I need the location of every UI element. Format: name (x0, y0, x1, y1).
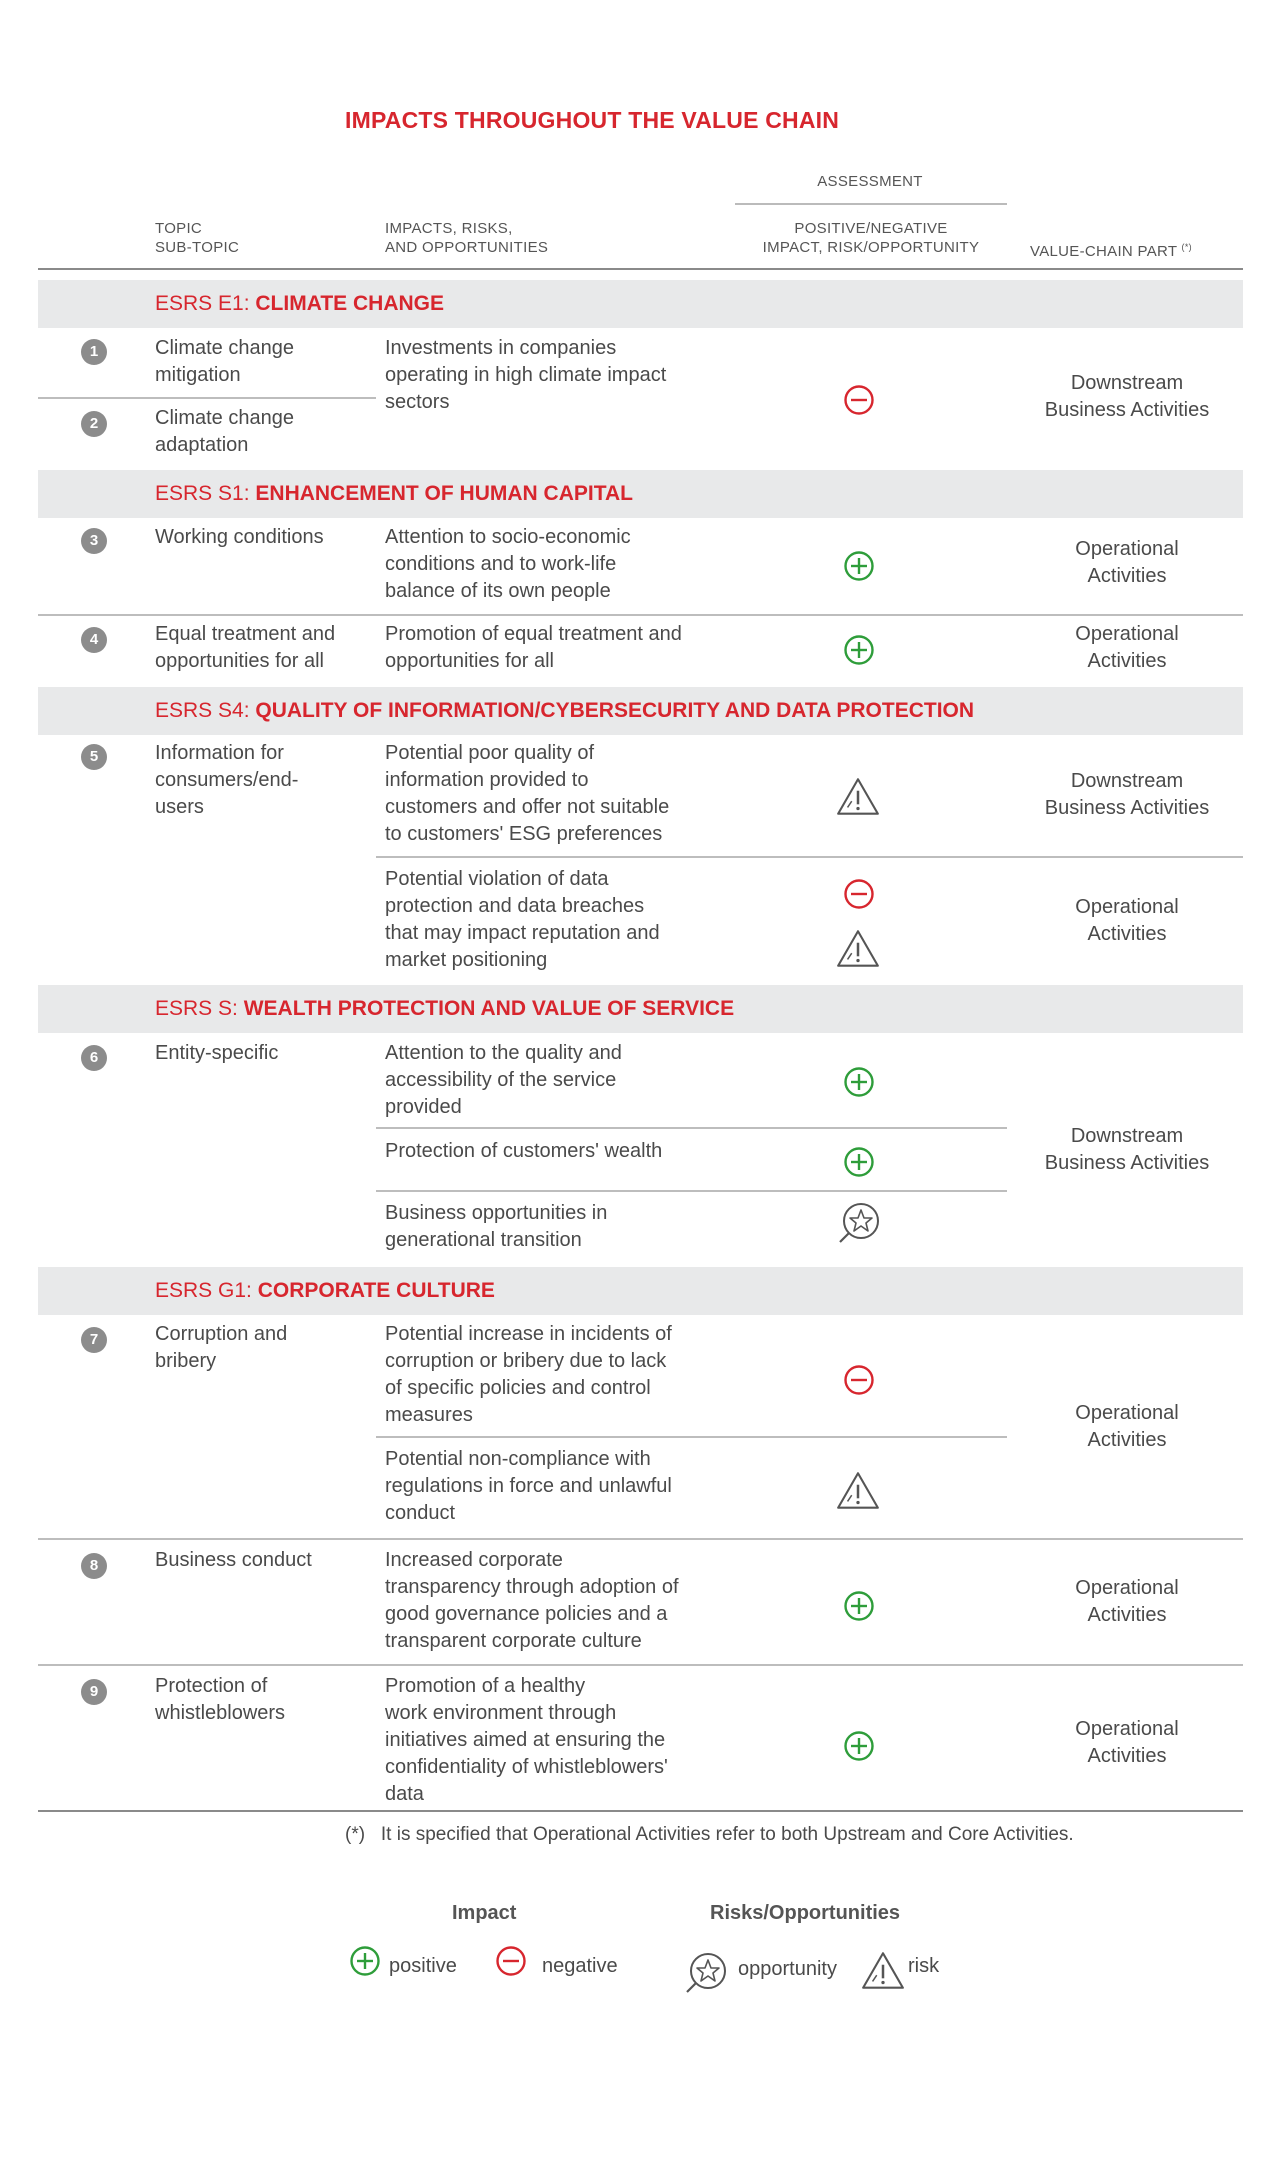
text-line: Business Activities (1044, 797, 1210, 819)
text-line: Business opportunities in (385, 1202, 608, 1224)
footnote (345, 1824, 1074, 1846)
row-impact-7a (385, 1321, 672, 1429)
header-topic (155, 219, 239, 257)
legend-risk-label: risk (908, 1955, 940, 1977)
section-title-g1 (155, 1279, 1165, 1303)
header-posneg-line2: IMPACT, RISK/OPPORTUNITY (762, 239, 980, 256)
text-line: Promotion of a healthy (385, 1675, 586, 1697)
row-number-badge: 2 (81, 411, 107, 437)
row-valuechain-3 (1012, 536, 1242, 590)
text-line: Downstream (1070, 770, 1184, 792)
text-line: Activities (1087, 923, 1167, 945)
row-topic-4 (155, 621, 335, 675)
row-topic-5 (155, 740, 298, 821)
section-title-e1 (155, 292, 1165, 316)
text-line: market positioning (385, 949, 548, 971)
text-line: Downstream (1070, 372, 1184, 394)
header-topic-line: TOPIC (155, 220, 203, 237)
table-bottom-rule (38, 1810, 1243, 1812)
row-topic-3 (155, 524, 324, 551)
text-line: conduct (385, 1502, 456, 1524)
text-line: transparent corporate culture (385, 1630, 642, 1652)
header-impacts-line1: IMPACTS, RISKS, (385, 220, 513, 237)
row-topic-6 (155, 1040, 278, 1067)
row-impact-1-2 (385, 335, 666, 416)
row-divider (376, 856, 1243, 858)
text-line: Activities (1087, 1604, 1167, 1626)
row-impact-3 (385, 524, 631, 605)
circle-plus-icon (843, 634, 875, 666)
text-line: Information for (155, 742, 284, 764)
circle-minus-icon (843, 1364, 875, 1396)
row-valuechain-8 (1012, 1575, 1242, 1629)
circle-plus-icon (843, 550, 875, 582)
row-topic-1 (155, 335, 294, 389)
text-line: opportunities for all (155, 650, 324, 672)
text-line: Potential violation of data (385, 868, 609, 890)
row-impact-7b (385, 1446, 672, 1527)
row-impact-9 (385, 1673, 668, 1808)
header-valuechain-label: VALUE-CHAIN PART (1030, 243, 1178, 260)
header-valuechain-mark: (*) (1181, 242, 1192, 252)
text-line: Entity-specific (155, 1042, 279, 1064)
row-divider (376, 1436, 1007, 1438)
text-line: Corruption and (155, 1323, 288, 1345)
section-name-s1: ENHANCEMENT OF HUMAN CAPITAL (255, 482, 633, 505)
text-line: generational transition (385, 1229, 582, 1251)
text-line: Climate change (155, 337, 294, 359)
text-line: data (385, 1783, 424, 1805)
text-line: Activities (1087, 565, 1167, 587)
text-line: Business Activities (1044, 1152, 1210, 1174)
circle-plus-icon (349, 1945, 381, 1977)
text-line: Climate change (155, 407, 294, 429)
row-divider (38, 1664, 1243, 1666)
warning-triangle-icon (835, 928, 881, 970)
circle-plus-icon (843, 1730, 875, 1762)
header-assessment-rule (735, 203, 1007, 205)
text-line: to customers' ESG preferences (385, 823, 663, 845)
header-rule (38, 268, 1243, 270)
row-valuechain-5b (1012, 894, 1242, 948)
row-impact-8 (385, 1547, 679, 1655)
text-line: provided (385, 1096, 462, 1118)
text-line: whistleblowers (155, 1702, 286, 1724)
row-valuechain-1-2 (1012, 370, 1242, 424)
text-line: conditions and to work-life (385, 553, 617, 575)
text-line: Increased corporate (385, 1549, 563, 1571)
row-impact-6b (385, 1138, 662, 1165)
row-impact-6c (385, 1200, 607, 1254)
row-valuechain-6 (1012, 1123, 1242, 1177)
row-divider (376, 1127, 1007, 1129)
text-line: Potential poor quality of (385, 742, 595, 764)
text-line: Business Activities (1044, 399, 1210, 421)
row-topic-9 (155, 1673, 285, 1727)
row-divider (376, 1190, 1007, 1192)
row-number-badge: 8 (81, 1553, 107, 1579)
section-code-g1: ESRS G1: (155, 1279, 258, 1302)
legend-opportunity-label: opportunity (738, 1958, 837, 1980)
section-code-s4: ESRS S4: (155, 699, 256, 722)
text-line: opportunities for all (385, 650, 554, 672)
legend-risk-title: Risks/Opportunities (710, 1902, 901, 1924)
text-line: operating in high climate impact (385, 364, 667, 386)
row-impact-6a (385, 1040, 622, 1121)
row-number-badge: 7 (81, 1327, 107, 1353)
row-divider (38, 397, 376, 399)
row-topic-7 (155, 1321, 287, 1375)
text-line: Working conditions (155, 526, 324, 548)
section-title-s1 (155, 482, 1165, 506)
text-line: transparency through adoption of (385, 1576, 679, 1598)
header-posneg (725, 219, 1017, 257)
text-line: Equal treatment and (155, 623, 336, 645)
text-line: Operational (1075, 1402, 1179, 1424)
circle-minus-icon (843, 384, 875, 416)
warning-triangle-icon (860, 1950, 906, 1992)
circle-minus-icon (843, 878, 875, 910)
text-line: that may impact reputation and (385, 922, 660, 944)
row-topic-2 (155, 405, 294, 459)
text-line: adaptation (155, 434, 249, 456)
section-band-s4 (38, 687, 1243, 735)
section-code-e1: ESRS E1: (155, 292, 256, 315)
row-number-badge: 4 (81, 627, 107, 653)
row-valuechain-5a (1012, 768, 1242, 822)
section-name-s: WEALTH PROTECTION AND VALUE OF SERVICE (243, 997, 735, 1020)
text-line: Attention to the quality and (385, 1042, 622, 1064)
text-line: balance of its own people (385, 580, 611, 602)
row-valuechain-4 (1012, 621, 1242, 675)
text-line: consumers/end- (155, 769, 299, 791)
text-line: bribery (155, 1350, 217, 1372)
circle-plus-icon (843, 1066, 875, 1098)
text-line: initiatives aimed at ensuring the (385, 1729, 666, 1751)
legend-negative-label: negative (542, 1955, 618, 1977)
header-assessment: ASSESSMENT (817, 173, 923, 190)
circle-plus-icon (843, 1146, 875, 1178)
warning-triangle-icon (835, 776, 881, 818)
text-line: Operational (1075, 1718, 1179, 1740)
text-line: Promotion of equal treatment and (385, 623, 682, 645)
text-line: corruption or bribery due to lack (385, 1350, 667, 1372)
text-line: Operational (1075, 623, 1179, 645)
text-line: Operational (1075, 896, 1179, 918)
header-impacts (385, 219, 548, 257)
text-line: Investments in companies (385, 337, 617, 359)
section-name-e1: CLIMATE CHANGE (255, 292, 444, 315)
text-line: Downstream (1070, 1125, 1184, 1147)
section-band-e1 (38, 280, 1243, 328)
header-valuechain (1030, 238, 1192, 261)
section-code-s: ESRS S: (155, 997, 244, 1020)
row-number-badge: 9 (81, 1679, 107, 1705)
section-title-s4 (155, 699, 1165, 723)
text-line: customers and offer not suitable (385, 796, 670, 818)
header-posneg-line1: POSITIVE/NEGATIVE (794, 220, 948, 237)
section-band-s1 (38, 470, 1243, 518)
text-line: Potential non-compliance with (385, 1448, 651, 1470)
page-title: IMPACTS THROUGHOUT THE VALUE CHAIN (345, 107, 840, 133)
text-line: Protection of (155, 1675, 268, 1697)
text-line: Potential increase in incidents of (385, 1323, 672, 1345)
text-line: users (155, 796, 204, 818)
text-line: protection and data breaches (385, 895, 645, 917)
row-number-badge: 3 (81, 528, 107, 554)
text-line: of specific policies and control (385, 1377, 651, 1399)
row-impact-5a (385, 740, 669, 848)
section-title-s (155, 997, 1165, 1021)
text-line: Operational (1075, 538, 1179, 560)
text-line: accessibility of the service (385, 1069, 617, 1091)
row-impact-5b (385, 866, 660, 974)
footnote-mark: (*) (345, 1824, 366, 1845)
text-line: mitigation (155, 364, 241, 386)
star-magnifier-icon (836, 1200, 882, 1246)
text-line: Business conduct (155, 1549, 312, 1571)
section-code-s1: ESRS S1: (155, 482, 256, 505)
text-line: information provided to (385, 769, 589, 791)
text-line: Protection of customers' wealth (385, 1140, 663, 1162)
row-topic-8 (155, 1547, 312, 1574)
text-line: sectors (385, 391, 450, 413)
text-line: Activities (1087, 650, 1167, 672)
circle-plus-icon (843, 1590, 875, 1622)
legend-impact-title: Impact (452, 1902, 517, 1924)
text-line: Attention to socio-economic (385, 526, 631, 548)
row-divider (38, 614, 1243, 616)
star-magnifier-icon (683, 1950, 729, 1996)
legend-positive-label: positive (389, 1955, 457, 1977)
section-band-g1 (38, 1267, 1243, 1315)
footnote-text: It is specified that Operational Activities refer to both Upstream and Core Activities. (380, 1824, 1074, 1845)
warning-triangle-icon (835, 1470, 881, 1512)
row-divider (38, 1538, 1243, 1540)
row-number-badge: 1 (81, 339, 107, 365)
circle-minus-icon (495, 1945, 527, 1977)
text-line: work environment through (385, 1702, 617, 1724)
text-line: regulations in force and unlawful (385, 1475, 672, 1497)
section-name-g1: CORPORATE CULTURE (257, 1279, 495, 1302)
section-band-s (38, 985, 1243, 1033)
section-name-s4: QUALITY OF INFORMATION/CYBERSECURITY AND DATA PROTECTION (255, 699, 975, 722)
row-impact-4 (385, 621, 682, 675)
text-line: measures (385, 1404, 473, 1426)
row-valuechain-9 (1012, 1716, 1242, 1770)
header-impacts-line2: AND OPPORTUNITIES (385, 239, 549, 256)
text-line: confidentiality of whistleblowers' (385, 1756, 668, 1778)
text-line: Activities (1087, 1745, 1167, 1767)
row-valuechain-7 (1012, 1400, 1242, 1454)
row-number-badge: 5 (81, 744, 107, 770)
row-number-badge: 6 (81, 1045, 107, 1071)
header-subtopic-line: SUB-TOPIC (155, 239, 240, 256)
text-line: Operational (1075, 1577, 1179, 1599)
text-line: Activities (1087, 1429, 1167, 1451)
text-line: good governance policies and a (385, 1603, 668, 1625)
